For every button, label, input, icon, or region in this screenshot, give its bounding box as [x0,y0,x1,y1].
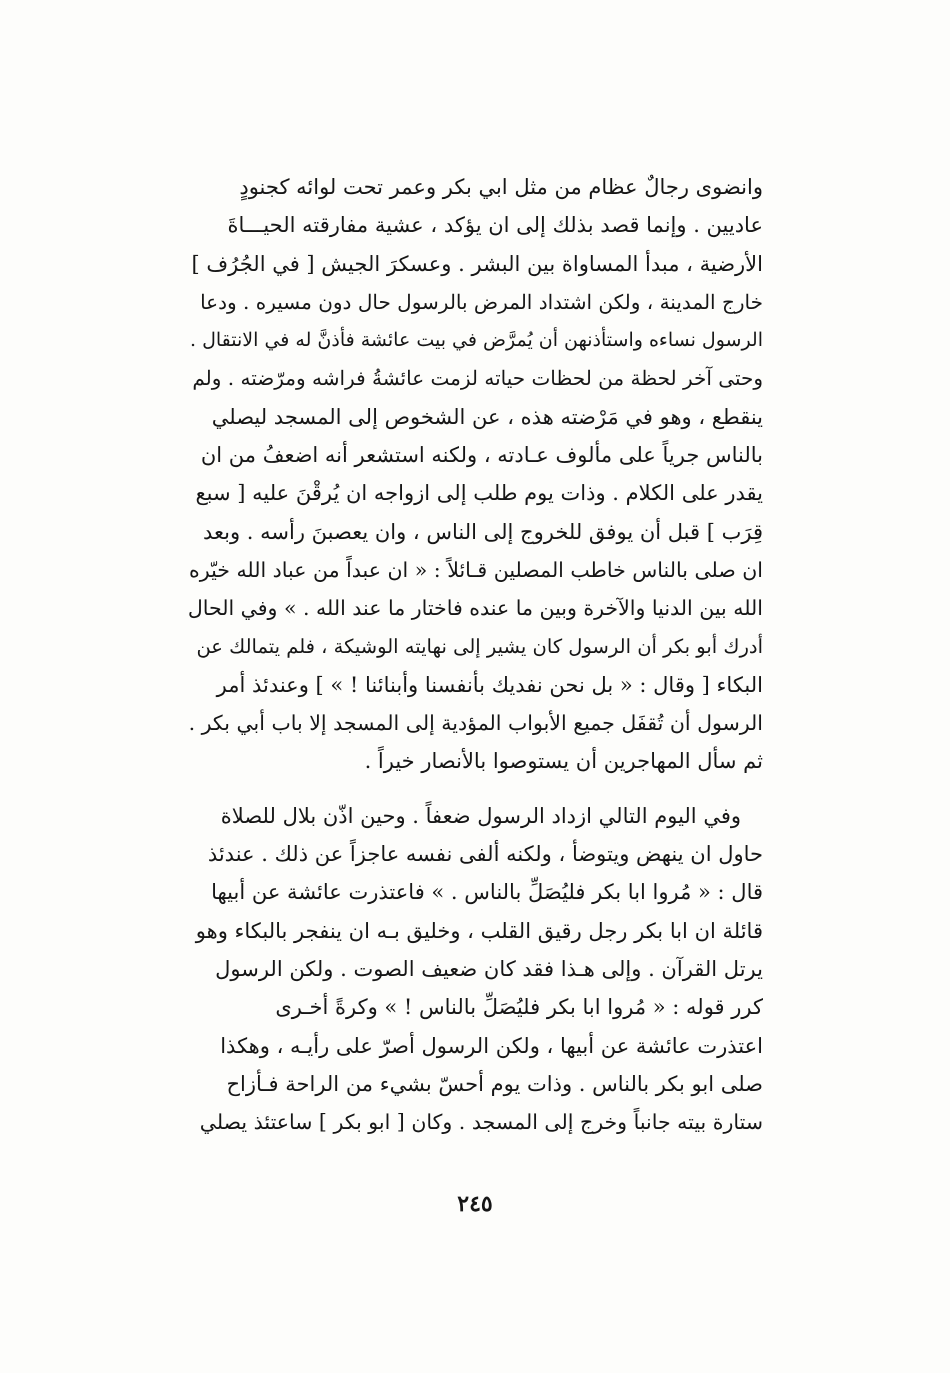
text-line: بالناس جرياً على مألوف عـادته ، ولكنه استشعر أنه اضعفُ من ان [200,443,763,468]
paragraph-spacer [188,781,763,797]
text-line: وانضوى رجالٌ عظام من مثل ابي بكر وعمر تحت لوائه كجنودٍ [239,175,763,199]
text-line: الله بين الدنيا والآخرة وبين ما عنده فاختار ما عند الله . » وفي الحال [188,596,763,621]
text-line: ثم سأل المهاجرين أن يستوصوا بالأنصار خيراً . [364,749,763,774]
text-line: قِرَب ] قبل أن يوفق للخروج إلى الناس ، وان يعصبنَ رأسه . وبعد [202,519,763,544]
text-line: حاول ان ينهض ويتوضأ ، ولكنه ألفى نفسه عاجزاً عن ذلك . عندئذ [207,842,763,867]
text-line: خارج المدينة ، ولكن اشتداد المرض بالرسول حال دون مسيره . ودعا [200,289,763,314]
text-line: يرتل القرآن . وإلى هـذا فقد كان ضعيف الصوت . ولكن الرسول [215,956,763,981]
body-text [188,168,763,1141]
text-line: وفي اليوم التالي ازداد الرسول ضعفاً . وحين اذّن بلال للصلاة [220,803,741,828]
text-line: الأرضية ، مبدأ المساواة بين البشر . وعسكرَ الجيش [ في الجُرُف ] [191,251,763,276]
text-line: كرر قوله : « مُروا ابا بكر فليُصَلِّ بالناس ! » وكرةً أخـرى [275,995,763,1020]
text-line: وحتى آخر لحظة من لحظات حياته لزمت عائشةُ فراشه ومرّضته . ولم [192,366,763,391]
text-line: عاديين . وإنما قصد بذلك إلى ان يؤكد ، عشية مفارقته الحيـــاةَ [227,213,763,238]
text-line: ستارة بيته جانباً وخرج إلى المسجد . وكان [ ابو بكر ] ساعتئذ يصلي [199,1110,763,1135]
page-number: ٢٤٥ [457,1191,493,1217]
text-line: قائلة ان ابا بكر رجل رقيق القلب ، وخليق بـه ان ينفجر بالبكاء وهو [195,918,763,943]
text-line: قال : « مُروا ابا بكر فليُصَلِّ بالناس . » فاعتذرت عائشة عن أبيها [211,880,763,905]
text-line: الرسول أن تُقفَل جميع الأبواب المؤدية إلى المسجد إلا باب أبي بكر . [188,711,763,736]
paragraph-1 [188,168,763,781]
text-line: صلى ابو بكر بالناس . وذات يوم أحسّ بشيء من الراحة فـأزاح [226,1071,763,1096]
text-line: يقدر على الكلام . وذات يوم طلب إلى ازواجه ان يُرقْنَ عليه [ سبع [195,481,763,506]
text-line: البكاء [ وقال : « بل نحن نفديك بأنفسنا وأبنائنا ! » ] وعندئذ أمر [216,672,763,697]
paragraph-2 [188,797,763,1142]
text-line: أدرك أبو بكر أن الرسول كان يشير إلى نهايته الوشيكة ، فلم يتمالك عن [196,634,763,658]
text-line: ان صلى بالناس خاطب المصلين قـائلاً : « ان عبداً من عباد الله خيّره [189,557,763,582]
text-line: ينقطع ، وهو في مَرْضته هذه ، عن الشخوص إلى المسجد ليصلي [211,404,763,429]
text-line: الرسول نساءه واستأذنهن أن يُمرَّض في بيت عائشة فأذنَّ له في الانتقال . [189,329,763,352]
text-line: اعتذرت عائشة عن أبيها ، ولكن الرسول أصرّ على رأيـه ، وهكذا [220,1033,763,1058]
